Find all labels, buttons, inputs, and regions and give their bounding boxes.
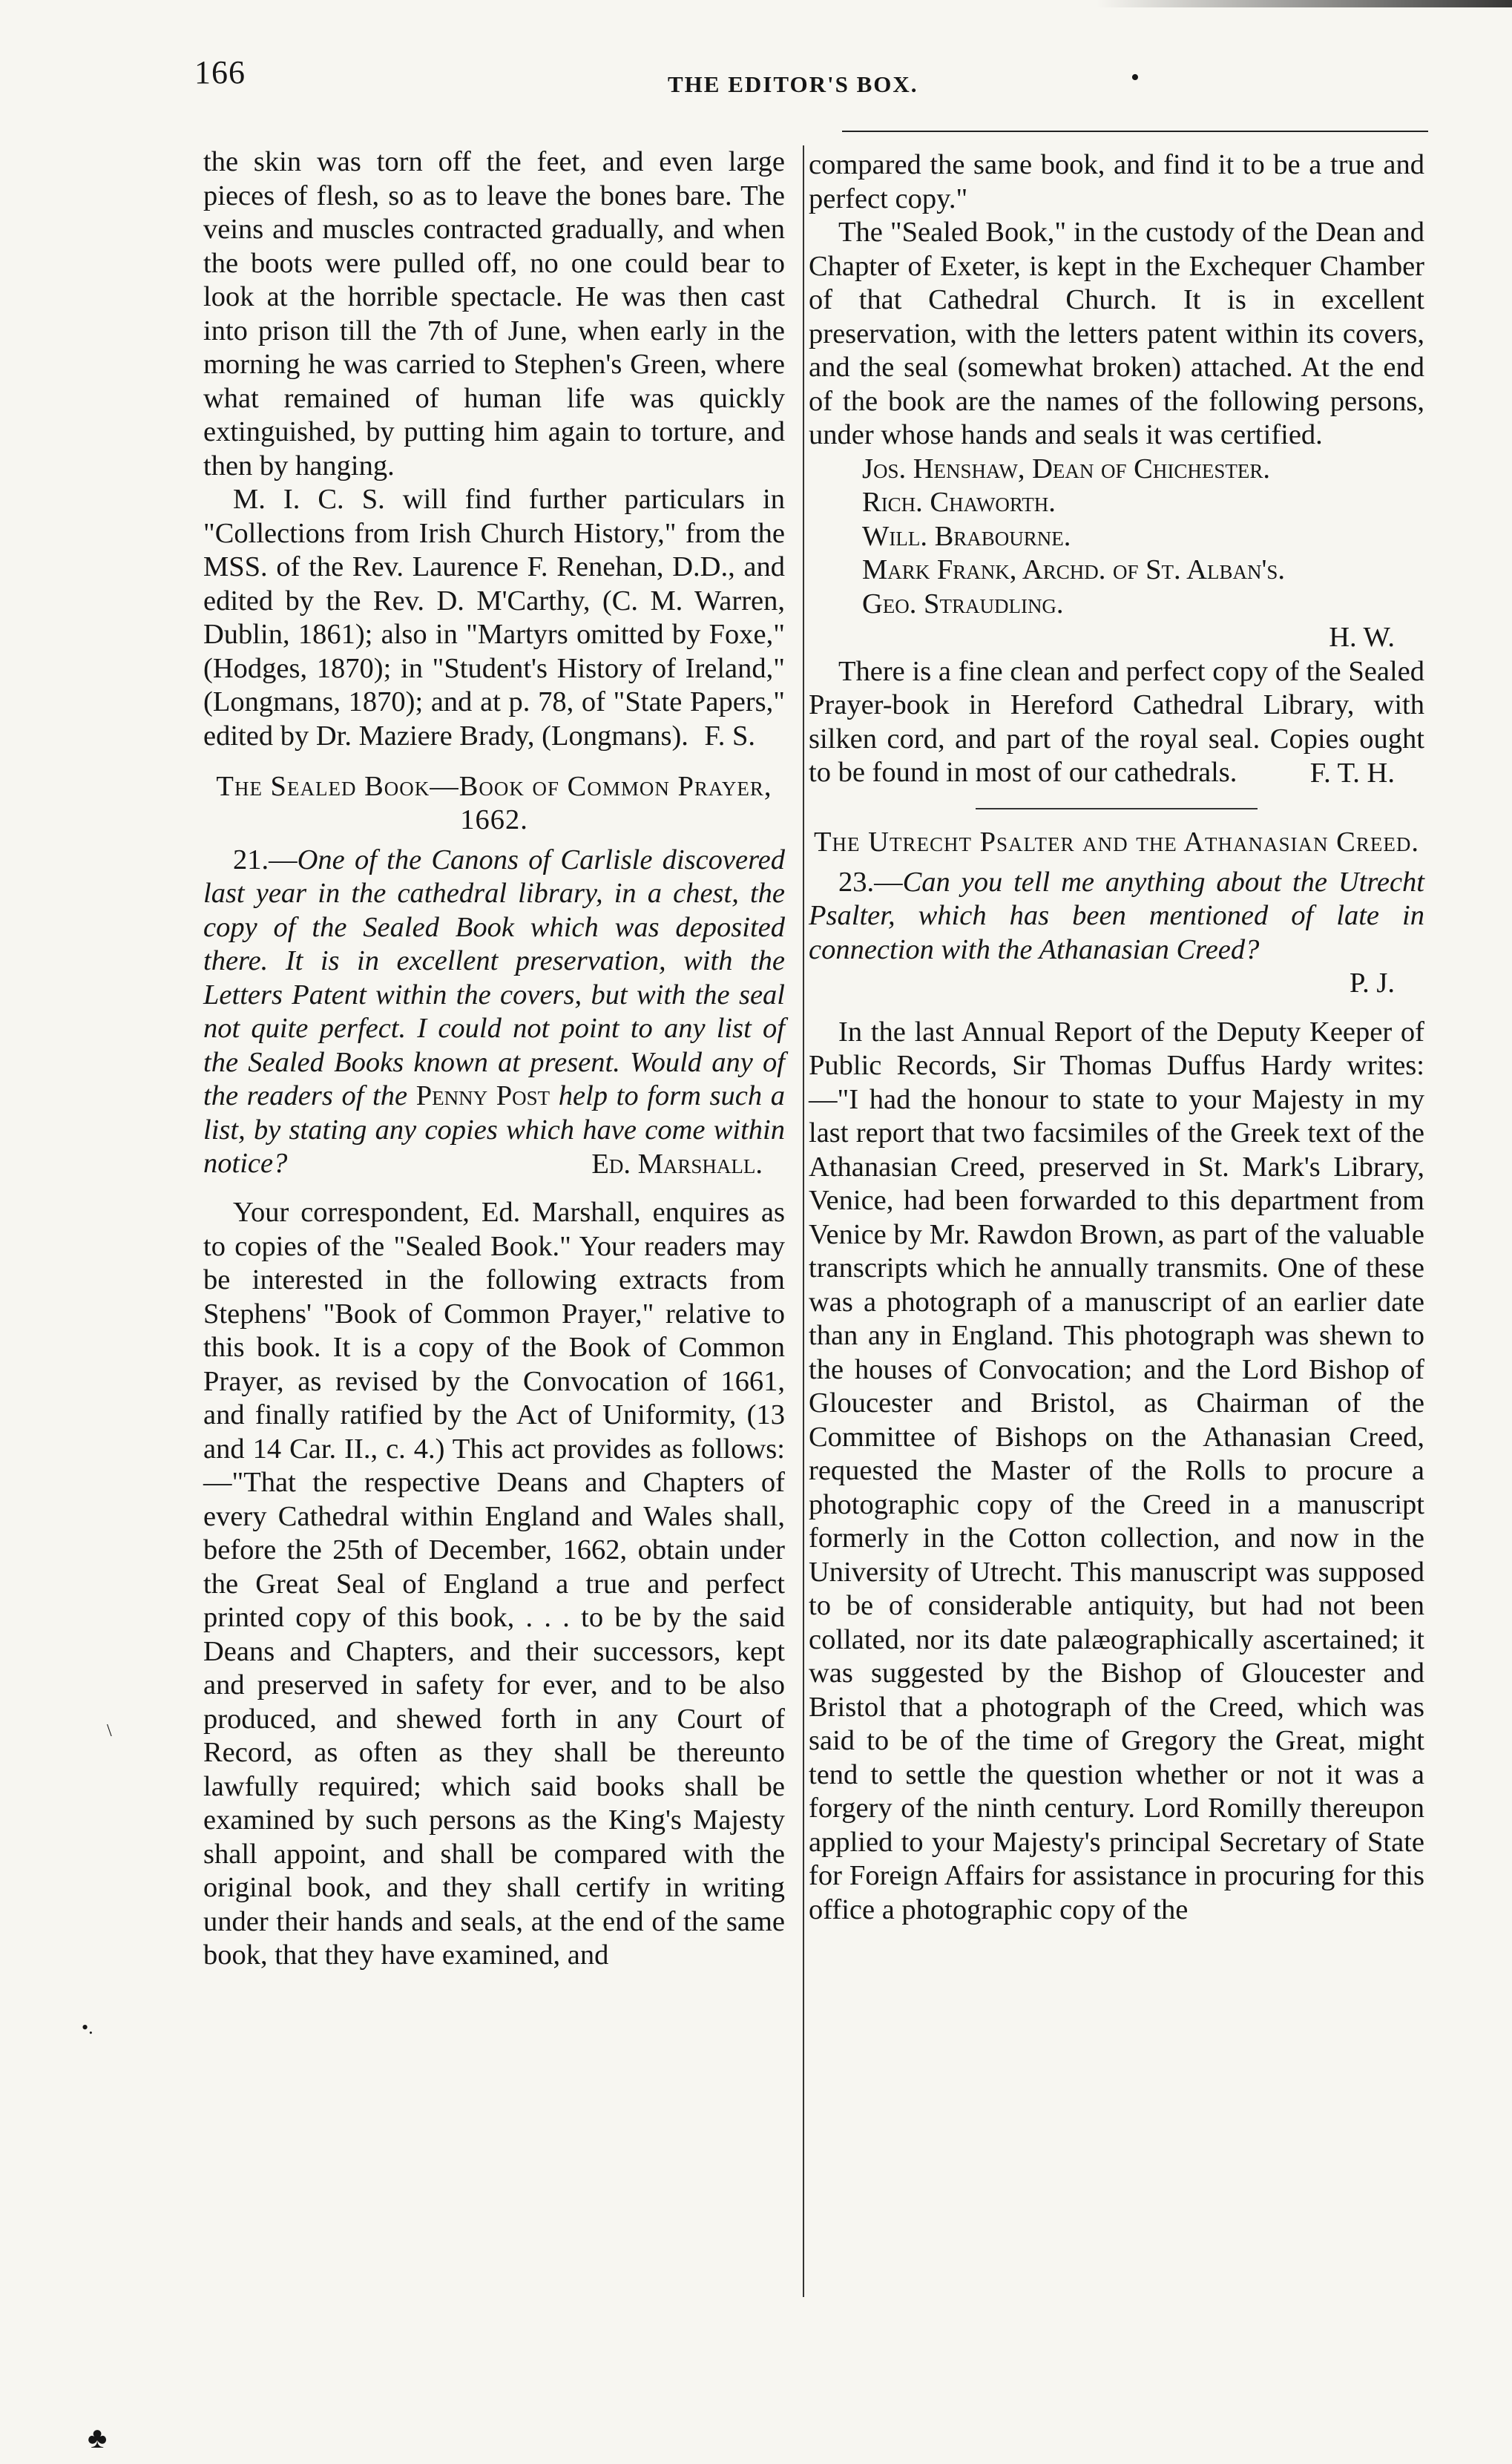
signature: H. W. [1329,622,1395,653]
signature: F. S. [704,720,755,752]
query-paragraph: 23.—Can you tell me anything about the Utrecht Psalter, which has been mentioned of late in connection with the Athanasian Creed? [809,866,1424,965]
list-item: Mark Frank, Archd. of St. Alban's. [862,554,1286,585]
list-item: Will. Brabourne. [862,520,1071,552]
stray-mark: • [1131,64,1140,91]
paragraph: compared the same book, and find it to be a true and perfect copy." [809,149,1424,214]
signature: P. J. [1349,967,1395,999]
left-column [203,145,785,1973]
paragraph: In the last Annual Report of the Deputy Keeper of Public Records, Sir Thomas Duffus Hardy writes:—"I had the honour to state to your Majesty in my last report that two facsimiles of the Greek text of the Athanasian Creed, preserved in St. Mark's Library, Venice, had been forwarded to this department from Venice by Mr. Rawdon Brown, as part of the valuable transcripts which he annually transmits. One of these was a photograph of a manuscript of an earlier date than any in England. This photograph was shewn to the houses of Convocation; and the Lord Bishop of Gloucester and Bristol, as Chairman of the Committee of Bishops on the Athanasian Creed, requested the Master of the Rolls to procure a photographic copy of the Creed in a manuscript formerly in the Cotton collection, and now in the University of Utrecht. This manuscript was supposed to be of considerable antiquity, but had not been collated, nor its date palæographically ascertained; it was suggested by the Bishop of Gloucester and Bristol that a photograph of the Creed, which was said to be of the time of Gregory the Great, might tend to settle the question whether or not it was a forgery of the ninth century. Lord Romilly thereupon applied to your Majesty's principal Secretary of State for Foreign Affairs for assistance in procuring for this office a photographic copy of the [809,1016,1424,1925]
paragraph: M. I. C. S. will find further particulars in "Collections from Irish Church History," from the MSS. of the Rev. Laurence F. Renehan, D.D., and edited by the Rev. D. M'Carthy, (C. M. Warren, Dublin, 1861); also in "Martyrs omitted by Foxe," (Hodges, 1870); in "Student's History of Ireland," (Longmans, 1870); and at p. 78, of "State Papers," edited by Dr. Maziere Brady, (Longmans). [203,484,785,752]
margin-mark: •. [82,2017,93,2038]
right-column [809,148,1424,1927]
query-paragraph: 21.—One of the Canons of Carlisle discovered last year in the cathedral library, in a chest, the copy of the Sealed Book which was deposited there. It is in excellent preservation, with the Letters Patent within the covers, but with the seal not quite perfect. I could not point to any list of the Sealed Books known at present. Would any of the readers of the Penny Post help to form such a list, by stating any copies which have come within notice? [203,844,785,1179]
names-list [809,453,1424,622]
running-title: THE EDITOR'S BOX. [668,71,918,97]
paragraph: There is a fine clean and perfect copy of the Sealed Prayer-book in Hereford Cathedral Library, with silken cord, and part of the royal seal. Copies ought to be found in most of our cathedrals. [809,655,1424,788]
signature: F. T. H. [1309,757,1395,789]
paragraph: Your correspondent, Ed. Marshall, enquires as to copies of the "Sealed Book." Your readers may be interested in the following extracts from Stephens' "Book of Common Prayer," relative to this book. It is a copy of the Book of Common Prayer, as revised by the Convocation of 1661, and finally ratified by the Act of Uniformity, (13 and 14 Car. II., c. 4.) This act provides as follows:—"That the respective Deans and Chapters of every Cathedral within England and Wales shall, before the 25th of December, 1662, obtain under the Great Seal of England a true and perfect printed copy of this book, . . . to be by the said Deans and Chapters, and their successors, kept and preserved in safety for ever, and to be also produced, and shewed forth in any Court of Record, as often as they shall be thereunto lawfully required; which said books shall be examined by such persons as the King's Majesty shall appoint, and shall be compared with the original book, and they shall certify in writing under their hands and seals, at the end of the same book, that they have examined, and [203,1197,785,1971]
paragraph: The "Sealed Book," in the custody of the Dean and Chapter of Exeter, is kept in the Exchequer Chamber of that Cathedral Church. It is in excellent preservation, with the letters patent within its covers, and the seal (somewhat broken) attached. At the end of the book are the names of the following persons, under whose hands and seals it was certified. [809,217,1424,450]
list-item: Geo. Straudling. [862,588,1064,620]
scan-edge-artifact [1097,0,1512,7]
section-heading: The Sealed Book—Book of Common Prayer, 1662. [216,770,772,835]
list-item: Jos. Henshaw, Dean of Chichester. [862,453,1270,484]
margin-mark: \ [107,1721,112,1741]
ink-blot-mark: ♣ [88,2421,108,2454]
list-item: Rich. Chaworth. [862,487,1056,518]
column-divider [803,145,804,2297]
section-heading: The Utrecht Psalter and the Athanasian Creed. [814,827,1419,858]
header-rule [842,131,1428,132]
page-number: 166 [194,54,246,91]
paragraph: the skin was torn off the feet, and even large pieces of flesh, so as to leave the bones bare. The veins and muscles contracted gradually, and when the boots were pulled off, no one could bear to look at the horrible spectacle. He was then cast into prison till the 7th of June, when early in the morning he was carried to Stephen's Green, where what remained of human life was quickly extinguished, by putting him again to torture, and then by hanging. [203,146,785,482]
signature: Ed. Marshall. [591,1148,763,1180]
section-rule [976,808,1258,809]
